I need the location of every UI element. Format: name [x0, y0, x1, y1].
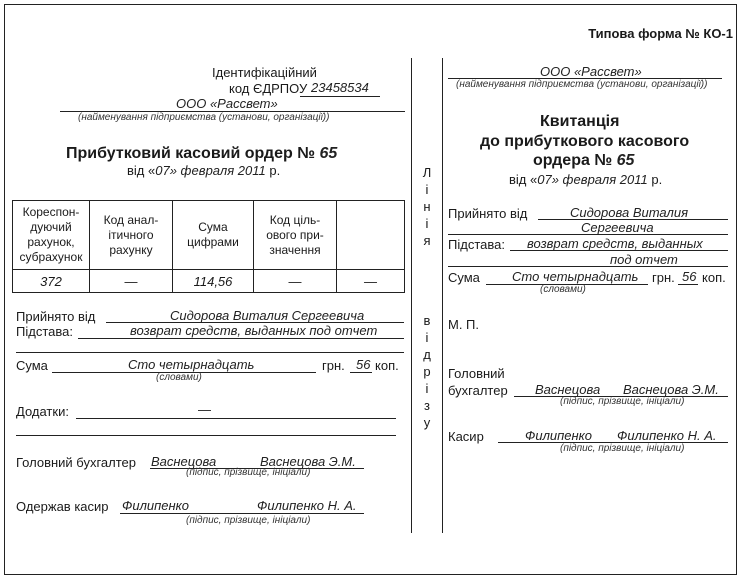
value-cell: — [90, 270, 173, 293]
received-label: Прийнято від [16, 309, 96, 324]
stamp-label: М. П. [448, 317, 480, 332]
basis-label: Підстава: [16, 324, 73, 339]
appendix-label: Додатки: [16, 404, 69, 419]
value-cell: — [337, 270, 405, 293]
received-label: Прийнято від [448, 206, 528, 221]
org-name: ООО «Рассвет» [176, 96, 278, 111]
header-cell: Код анал- ітичного рахунку [90, 201, 173, 270]
cashier-label: Одержав касир [16, 499, 109, 514]
received-value-2: Сергеевича [581, 220, 654, 235]
appendix-value: — [198, 402, 211, 417]
sum-kop-label: коп. [375, 358, 399, 373]
receipt-title-1: Квитанція [540, 113, 620, 130]
id-label-2: код ЄДРПОУ [229, 81, 308, 96]
cashier-caption: (підпис, прізвище, ініціали) [186, 515, 311, 526]
cashier-sign: Филипенко [122, 498, 190, 513]
received-value: Сидорова Виталия Сергеевича [170, 308, 365, 323]
accountant-sign: Васнецова [151, 454, 217, 469]
sum-kop-label: коп. [702, 270, 726, 285]
accountant-label-1: Головний [448, 366, 505, 381]
sum-currency: грн. [652, 270, 675, 285]
value-cell: — [254, 270, 337, 293]
sum-value: Сто четырнадцать [128, 357, 255, 372]
sum-kop: 56 [682, 269, 697, 284]
cashier-label: Касир [448, 429, 484, 444]
accountant-name: Васнецова Э.М. [260, 454, 356, 469]
value-cell: 372 [13, 270, 90, 293]
id-label-1: Ідентифікаційний [212, 65, 317, 80]
form-type-label: Типова форма № КО-1 [588, 26, 733, 41]
cashier-name: Филипенко Н. А. [617, 428, 717, 443]
basis-label: Підстава: [448, 237, 505, 252]
org-caption: (найменування підприємства (установи, організації)) [456, 79, 708, 90]
header-cell: Код ціль- ового при- значення [254, 201, 337, 270]
header-cell: Сума цифрами [173, 201, 254, 270]
org-caption: (найменування підприємства (установи, організації)) [78, 112, 330, 123]
accountant-label: Головний бухгалтер [16, 455, 136, 470]
accounts-table [12, 200, 405, 293]
accountant-caption: (підпис, прізвище, ініціали) [186, 467, 311, 478]
basis-value: возврат средств, выданных под отчет [130, 323, 378, 338]
sum-currency: грн. [322, 358, 345, 373]
order-date: від «07» февраля 2011 р. [127, 163, 281, 178]
basis-value-1: возврат средств, выданных [527, 236, 703, 251]
order-title: Прибутковий касовий ордер № 65 [66, 145, 338, 162]
header-cell [337, 201, 405, 270]
sum-label: Сума [16, 358, 48, 373]
accountant-sign: Васнецова [535, 382, 601, 397]
header-cell: Кореспон- дуючий рахунок, субрахунок [13, 201, 90, 270]
receipt-date: від «07» февраля 2011 р. [509, 172, 663, 187]
org-name: ООО «Рассвет» [540, 64, 642, 79]
sum-caption: (словами) [540, 284, 586, 295]
basis-value-2: под отчет [610, 252, 678, 267]
accountant-name: Васнецова Э.М. [623, 382, 719, 397]
received-value-1: Сидорова Виталия [570, 205, 689, 220]
receipt-title-3: ордера № 65 [533, 152, 635, 169]
value-cell: 114,56 [173, 270, 254, 293]
cashier-name: Филипенко Н. А. [257, 498, 357, 513]
edrpou-value: 23458534 [311, 80, 369, 95]
receipt-title-2: до прибуткового касового [480, 133, 690, 150]
sum-label: Сума [448, 270, 480, 285]
sum-value: Сто четырнадцать [512, 269, 639, 284]
cashier-caption: (підпис, прізвище, ініціали) [560, 443, 685, 454]
receipt-number: 65 [616, 152, 635, 169]
accountant-label-2: бухгалтер [448, 383, 508, 398]
cut-line-left [411, 58, 412, 533]
cashier-sign: Филипенко [525, 428, 593, 443]
cut-line-right [442, 58, 443, 533]
sum-kop: 56 [356, 357, 371, 372]
sum-caption: (словами) [156, 372, 202, 383]
order-number: 65 [319, 145, 338, 162]
accountant-caption: (підпис, прізвище, ініціали) [560, 396, 685, 407]
